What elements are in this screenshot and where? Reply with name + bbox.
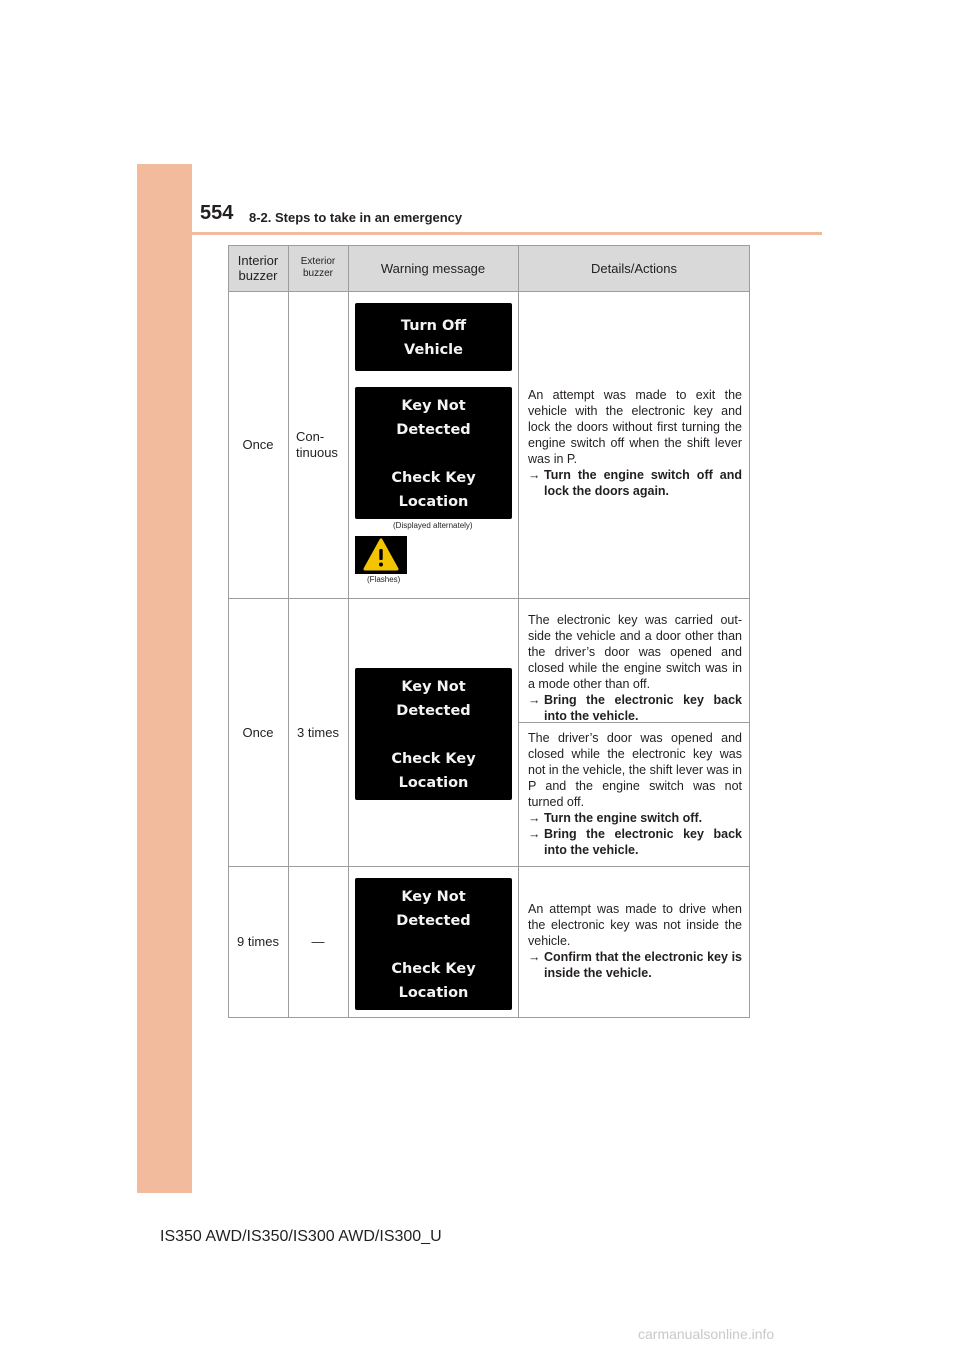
table-border-bottom: [228, 1017, 750, 1018]
row2-details-a-text: The electronic key was carried out- side the vehicle and a door other than the driver’s door was opened and closed while the engine switch was in a mode other than off.: [528, 613, 742, 691]
caption-flashes: (Flashes): [367, 575, 401, 584]
row1-action: → Turn the engine switch off and lock the doors again.: [528, 468, 742, 498]
arrow-icon: →: [528, 811, 541, 825]
row3-details: [518, 901, 750, 981]
arrow-icon: →: [528, 468, 541, 482]
arrow-icon: →: [528, 950, 541, 964]
warning-triangle-icon: [355, 536, 407, 574]
arrow-icon: →: [528, 827, 541, 841]
row1-interior-buzzer: Once: [242, 437, 274, 452]
row2-exterior-buzzer: 3 times: [297, 724, 339, 740]
table-border-top: [228, 245, 750, 246]
row3-exterior-buzzer: —: [311, 934, 325, 949]
header-warning-message: Warning message: [348, 245, 518, 291]
row2-action: → Turn the engine switch off.: [528, 811, 703, 825]
header-rule: [192, 232, 822, 235]
side-accent-bar: [137, 164, 192, 1193]
header-exterior-buzzer: Exterior buzzer: [288, 245, 348, 291]
row2-interior-buzzer: Once: [242, 724, 274, 740]
row3-interior-buzzer: 9 times: [237, 934, 279, 949]
caption-displayed-alternately: (Displayed alternately): [393, 521, 473, 530]
row3-action: → Confirm that the electronic key is inside the vehicle.: [528, 950, 742, 980]
header-details-actions: Details/Actions: [518, 245, 750, 291]
row2-details-b-text: The driver’s door was opened and closed while the electronic key was not in the vehicle, the shift lever was in P and the engine switch was not turned off.: [528, 731, 743, 809]
header-interior-buzzer: Interior buzzer: [228, 245, 288, 291]
warning-screen-key-not-detected: Key Not Detected Check Key Location: [355, 668, 512, 800]
warning-screen-turn-off-vehicle: Turn Off Vehicle: [355, 303, 512, 371]
section-title: 8-2. Steps to take in an emergency: [249, 210, 463, 225]
page-number: 554: [200, 202, 234, 224]
row1-details: [518, 387, 750, 499]
warning-screen-key-not-detected: Key Not Detected Check Key Location: [355, 387, 512, 519]
row1-details-text: An attempt was made to exit the vehicle with the electronic key and lock the doors without first turning the engine switch off when the shift lever was in P.: [528, 388, 742, 466]
row2-details-a: [518, 612, 750, 724]
warning-screen-key-not-detected: Key Not Detected Check Key Location: [355, 878, 512, 1010]
arrow-icon: →: [528, 693, 541, 707]
footer-model-name: IS350 AWD/IS350/IS300 AWD/IS300_U: [160, 1228, 442, 1245]
row2-details-b: [518, 730, 750, 858]
row1-exterior-buzzer: Con- tinuous: [296, 429, 338, 460]
row3-details-text: An attempt was made to drive when the electronic key was not inside the vehicle.: [528, 902, 742, 948]
watermark: carmanualsonline.info: [638, 1326, 775, 1342]
row2-action: → Bring the electronic key back into the vehicle.: [528, 827, 742, 857]
row2-action: → Bring the electronic key back into the vehicle.: [528, 693, 742, 723]
table-column-rule: [348, 245, 349, 1018]
